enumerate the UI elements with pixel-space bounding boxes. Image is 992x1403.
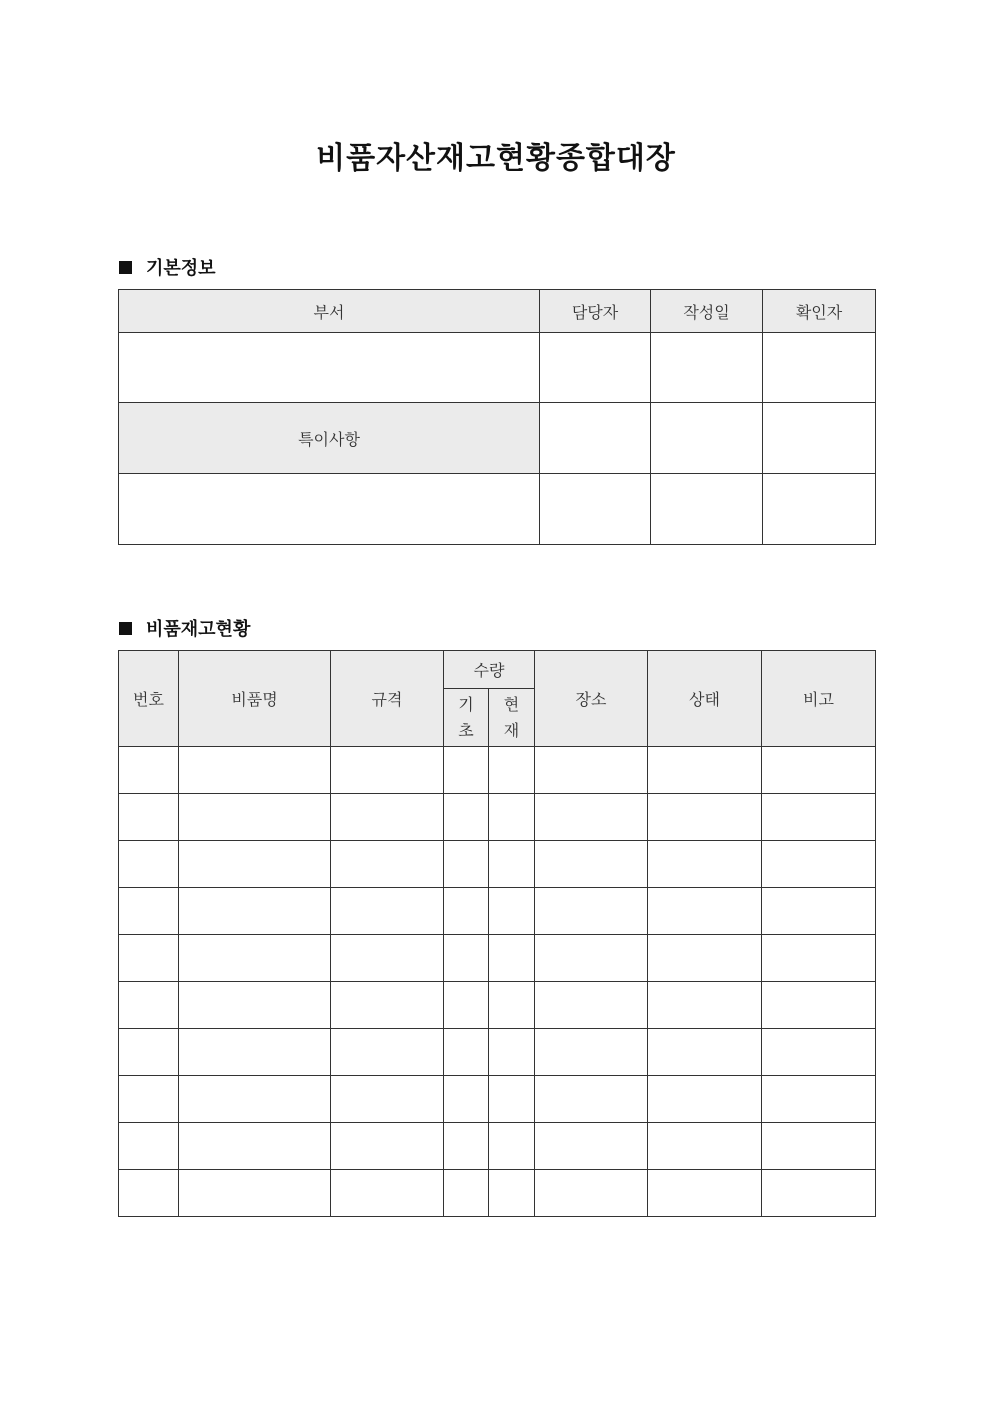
qty-initial-char: 초 [458,720,474,740]
qty-current-cell[interactable] [489,1076,535,1123]
qty-current-cell[interactable] [489,841,535,888]
inventory-table [118,650,876,1217]
qty-current-cell[interactable] [489,935,535,982]
spec-cell[interactable] [331,1029,444,1076]
status-cell[interactable] [648,935,762,982]
inventory-header-row [119,651,876,689]
basic-info-header-row [119,290,876,333]
qty-current-cell[interactable] [489,1123,535,1170]
note-cell[interactable] [762,747,876,794]
remarks-side-cell[interactable] [540,403,651,474]
qty-current-cell[interactable] [489,794,535,841]
qty-current-cell[interactable] [489,1170,535,1217]
header-department: 부서 [119,290,540,333]
status-cell[interactable] [648,1076,762,1123]
location-cell[interactable] [535,747,648,794]
location-cell[interactable] [535,982,648,1029]
square-bullet-icon [119,622,132,635]
header-spec: 규격 [331,651,444,747]
item-name-cell[interactable] [179,747,331,794]
location-cell[interactable] [535,888,648,935]
spec-cell[interactable] [331,1076,444,1123]
basic-info-table [118,289,876,545]
item-name-cell[interactable] [179,982,331,1029]
note-cell[interactable] [762,841,876,888]
remarks-side-cell[interactable] [651,403,763,474]
table-row [119,935,876,982]
note-cell[interactable] [762,1076,876,1123]
header-qty-initial [444,689,489,747]
qty-initial-cell[interactable] [444,982,489,1029]
table-row [119,888,876,935]
qty-initial-cell[interactable] [444,1029,489,1076]
spec-cell[interactable] [331,1170,444,1217]
header-note: 비고 [762,651,876,747]
status-cell[interactable] [648,1029,762,1076]
header-quantity: 수량 [444,651,535,689]
qty-initial-cell[interactable] [444,1123,489,1170]
spec-cell[interactable] [331,747,444,794]
basic-info-heading-label: 기본정보 [146,258,216,279]
remarks-cell[interactable] [119,474,540,545]
status-cell[interactable] [648,794,762,841]
status-cell[interactable] [648,841,762,888]
note-cell[interactable] [762,982,876,1029]
spec-cell[interactable] [331,935,444,982]
qty-initial-cell[interactable] [444,935,489,982]
department-cell[interactable] [119,333,540,403]
table-row [119,1170,876,1217]
note-cell[interactable] [762,888,876,935]
status-cell[interactable] [648,888,762,935]
date-written-cell[interactable] [651,333,763,403]
qty-initial-cell[interactable] [444,841,489,888]
spec-cell[interactable] [331,888,444,935]
status-cell[interactable] [648,982,762,1029]
table-row [119,1029,876,1076]
table-row [119,841,876,888]
location-cell[interactable] [535,794,648,841]
table-row [119,794,876,841]
number-cell[interactable] [119,888,179,935]
remarks-header-row [119,403,876,474]
number-cell[interactable] [119,1076,179,1123]
document-title: 비품자산재고현황종합대장 [316,141,676,176]
item-name-cell[interactable] [179,888,331,935]
note-cell[interactable] [762,1170,876,1217]
basic-info-row [119,333,876,403]
header-status: 상태 [648,651,762,747]
header-location: 장소 [535,651,648,747]
spec-cell[interactable] [331,841,444,888]
location-cell[interactable] [535,1076,648,1123]
spec-cell[interactable] [331,794,444,841]
qty-initial-cell[interactable] [444,794,489,841]
qty-initial-cell[interactable] [444,747,489,794]
number-cell[interactable] [119,1170,179,1217]
status-cell[interactable] [648,747,762,794]
number-cell[interactable] [119,1029,179,1076]
location-cell[interactable] [535,1029,648,1076]
number-cell[interactable] [119,1123,179,1170]
item-name-cell[interactable] [179,841,331,888]
confirmer-cell[interactable] [763,333,876,403]
item-name-cell[interactable] [179,1123,331,1170]
item-name-cell[interactable] [179,1029,331,1076]
location-cell[interactable] [535,935,648,982]
status-cell[interactable] [648,1170,762,1217]
location-cell[interactable] [535,841,648,888]
qty-initial-char: 기 [458,694,474,714]
qty-current-cell[interactable] [489,982,535,1029]
square-bullet-icon [119,261,132,274]
qty-current-cell[interactable] [489,747,535,794]
number-cell[interactable] [119,747,179,794]
remarks-side-cell[interactable] [540,474,651,545]
qty-current-char: 현 [503,694,520,714]
note-cell[interactable] [762,935,876,982]
remarks-side-cell[interactable] [651,474,763,545]
number-cell[interactable] [119,935,179,982]
number-cell[interactable] [119,982,179,1029]
spec-cell[interactable] [331,1123,444,1170]
manager-cell[interactable] [540,333,651,403]
table-row [119,747,876,794]
qty-current-cell[interactable] [489,888,535,935]
number-cell[interactable] [119,794,179,841]
note-cell[interactable] [762,1123,876,1170]
header-qty-current [489,689,535,747]
header-item-name: 비품명 [179,651,331,747]
item-name-cell[interactable] [179,1170,331,1217]
remarks-side-cell[interactable] [763,403,876,474]
table-row [119,1076,876,1123]
basic-info-heading [119,254,216,280]
note-cell[interactable] [762,1029,876,1076]
header-confirmer: 확인자 [763,290,876,333]
header-date-written: 작성일 [651,290,763,333]
remarks-row [119,474,876,545]
item-name-cell[interactable] [179,935,331,982]
table-row [119,982,876,1029]
qty-current-char: 재 [503,720,520,740]
item-name-cell[interactable] [179,794,331,841]
number-cell[interactable] [119,841,179,888]
location-cell[interactable] [535,1123,648,1170]
qty-initial-cell[interactable] [444,888,489,935]
inventory-heading-label: 비품재고현황 [146,619,251,640]
header-number: 번호 [119,651,179,747]
spec-cell[interactable] [331,982,444,1029]
qty-current-cell[interactable] [489,1029,535,1076]
inventory-heading [119,615,250,641]
note-cell[interactable] [762,794,876,841]
header-manager: 담당자 [540,290,651,333]
remarks-side-cell[interactable] [763,474,876,545]
table-row [119,1123,876,1170]
qty-initial-cell[interactable] [444,1170,489,1217]
qty-initial-cell[interactable] [444,1076,489,1123]
location-cell[interactable] [535,1170,648,1217]
item-name-cell[interactable] [179,1076,331,1123]
status-cell[interactable] [648,1123,762,1170]
remarks-label: 특이사항 [119,403,540,474]
